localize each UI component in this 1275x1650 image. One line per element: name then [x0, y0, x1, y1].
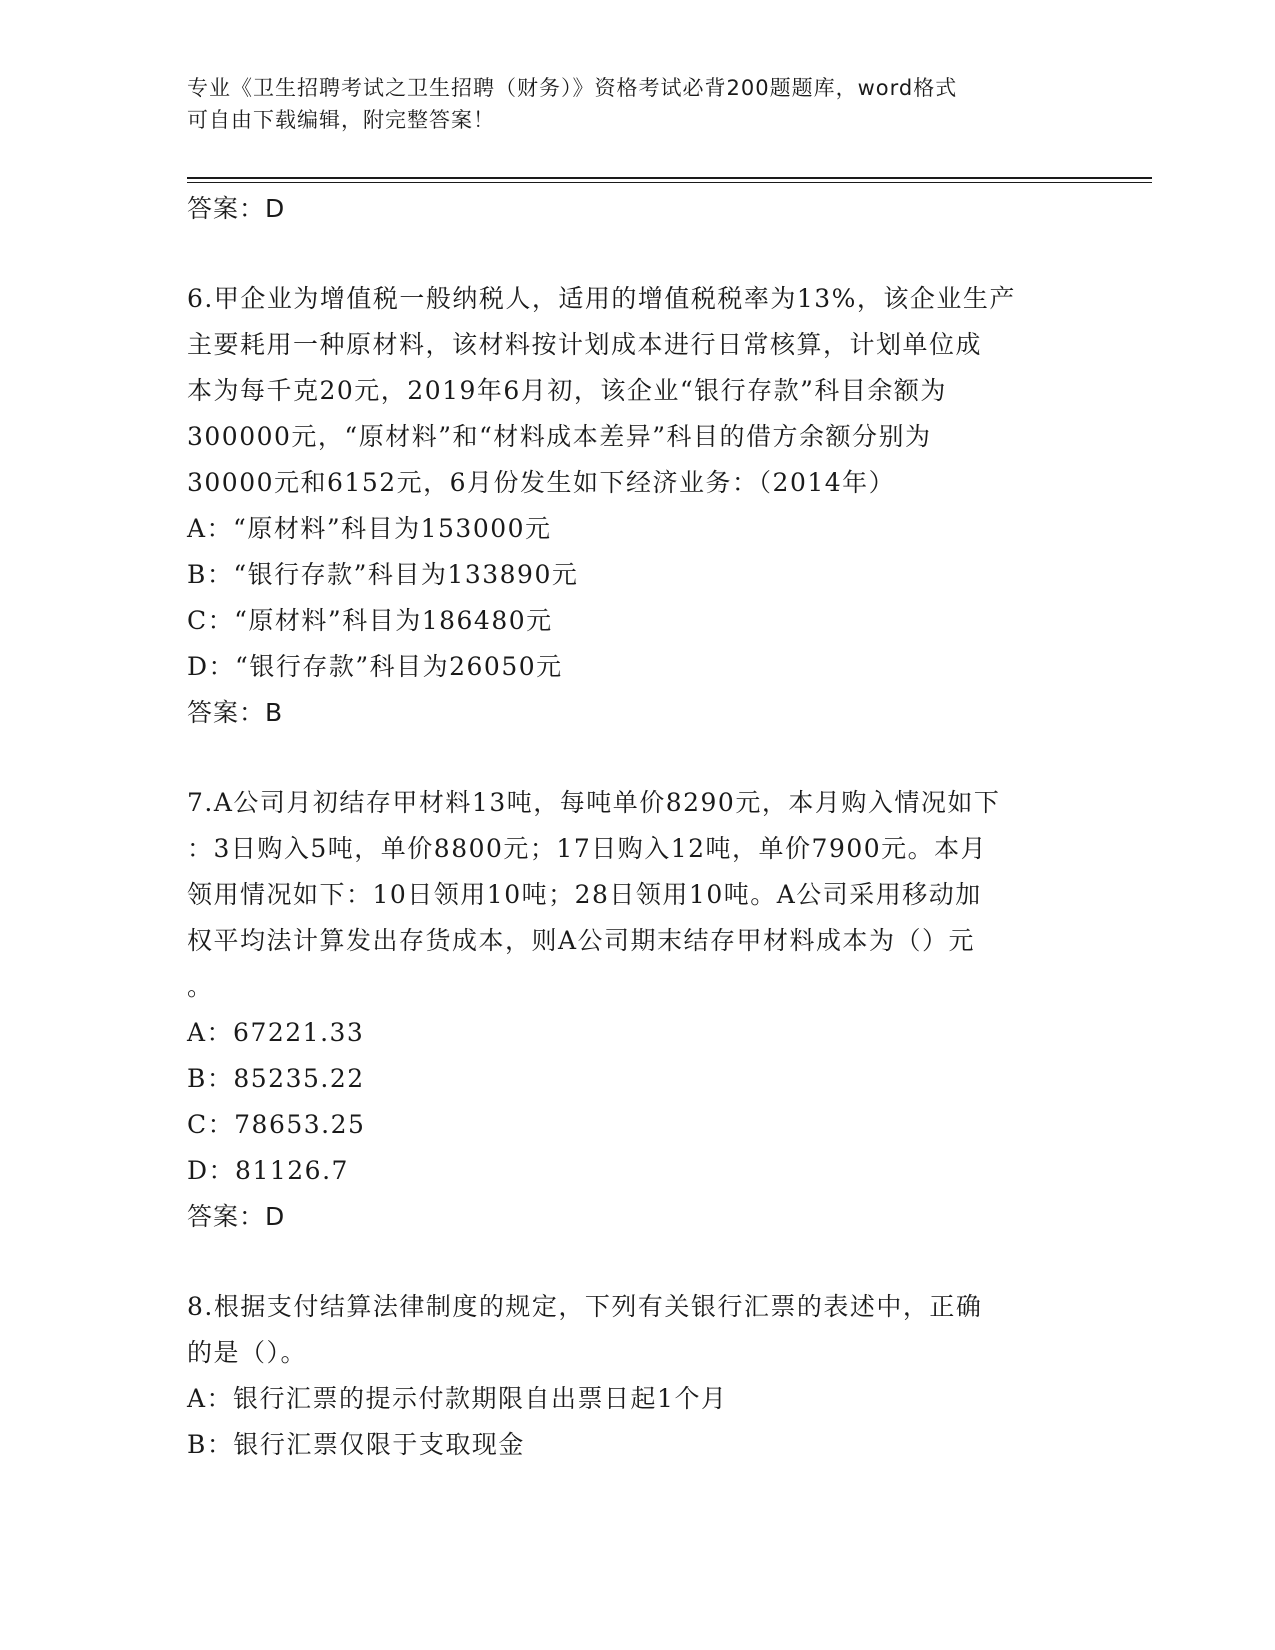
spacer: [187, 232, 1087, 276]
option-d: D：“银行存款”科目为26050元: [187, 652, 563, 681]
question-text-line: 8.根据支付结算法律制度的规定，下列有关银行汇票的表述中，正确: [187, 1292, 983, 1321]
question-text-line: 。: [187, 972, 214, 1001]
option-a: A：67221.33: [187, 1018, 365, 1047]
question-text-line: 权平均法计算发出存货成本，则A公司期末结存甲材料成本为（）元: [187, 926, 976, 955]
question-text-line: 的是（）。: [187, 1338, 308, 1367]
question-7: [187, 780, 1087, 1240]
option-c: C：78653.25: [187, 1110, 366, 1139]
option-b: B：“银行存款”科目为133890元: [187, 560, 579, 589]
option-b: B：银行汇票仅限于支取现金: [187, 1430, 525, 1459]
question-text-line: 30000元和6152元，6月份发生如下经济业务：（2014年）: [187, 468, 896, 497]
document-header: [187, 72, 1067, 136]
header-line-2: 可自由下载编辑，附完整答案！: [187, 108, 495, 132]
option-b: B：85235.22: [187, 1064, 365, 1093]
question-text-line: 300000元，“原材料”和“材料成本差异”科目的借方余额分别为: [187, 422, 932, 451]
spacer: [187, 736, 1087, 780]
question-text-line: 主要耗用一种原材料，该材料按计划成本进行日常核算，计划单位成: [187, 330, 983, 359]
question-text-line: 7.A公司月初结存甲材料13吨，每吨单价8290元，本月购入情况如下: [187, 788, 1001, 817]
question-text-line: ：3日购入5吨，单价8800元；17日购入12吨，单价7900元。本月: [187, 834, 988, 863]
option-a: A：银行汇票的提示付款期限自出票日起1个月: [187, 1384, 728, 1413]
option-c: C：“原材料”科目为186480元: [187, 606, 553, 635]
header-divider-thick: [187, 177, 1152, 179]
question-8: [187, 1284, 1087, 1468]
option-d: D：81126.7: [187, 1156, 349, 1185]
header-divider-thin: [187, 182, 1152, 183]
option-a: A：“原材料”科目为153000元: [187, 514, 552, 543]
answer-line: 答案：B: [187, 698, 284, 727]
question-text-line: 本为每千克20元，2019年6月初，该企业“银行存款”科目余额为: [187, 376, 947, 405]
answer-line: 答案：D: [187, 194, 286, 223]
header-line-1: 专业《卫生招聘考试之卫生招聘（财务）》资格考试必背200题题库，word格式: [187, 76, 958, 100]
question-6: [187, 276, 1087, 736]
question-content: [187, 186, 1087, 1468]
spacer: [187, 1240, 1087, 1284]
question-text-line: 6.甲企业为增值税一般纳税人，适用的增值税税率为13%，该企业生产: [187, 284, 1016, 313]
question-text-line: 领用情况如下：10日领用10吨；28日领用10吨。A公司采用移动加: [187, 880, 982, 909]
answer-line: 答案：D: [187, 1202, 286, 1231]
